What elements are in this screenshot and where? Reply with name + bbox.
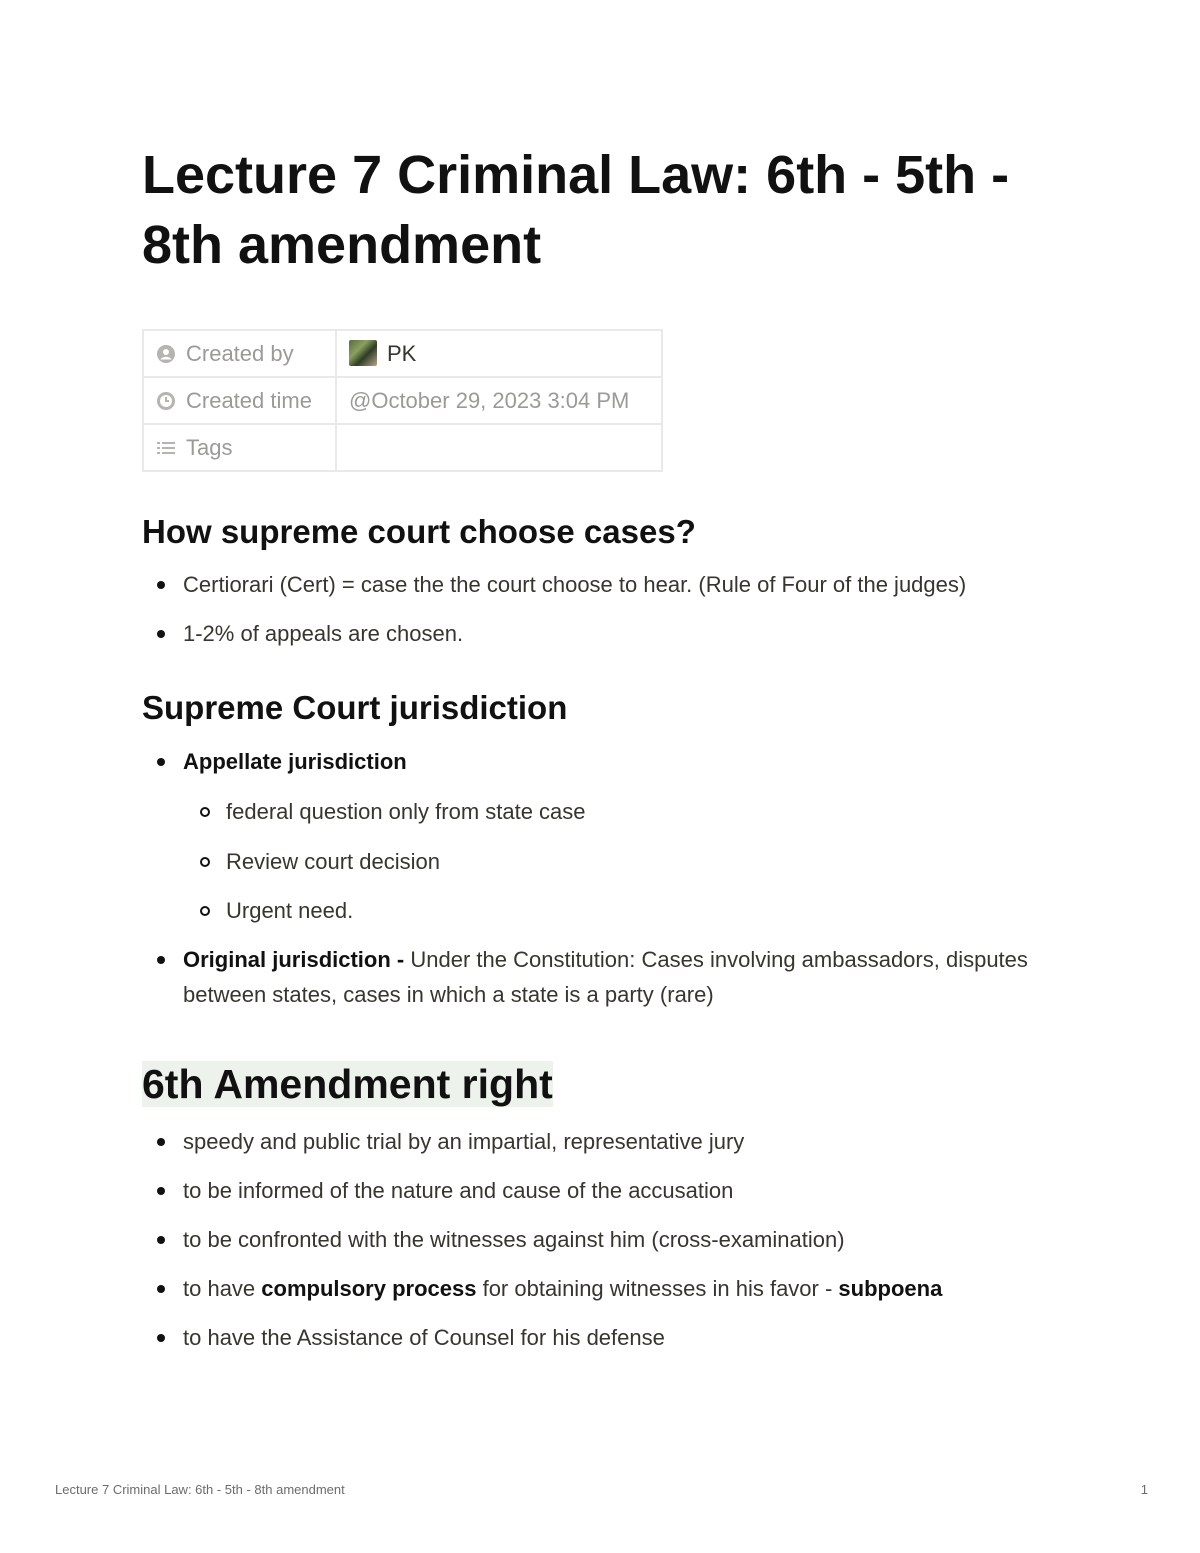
property-row-created-time [143, 377, 662, 424]
jurisdiction-list [142, 744, 1042, 1012]
footer-title: Lecture 7 Criminal Law: 6th - 5th - 8th amendment [55, 1482, 345, 1497]
list-item: Urgent need. [142, 893, 1042, 928]
heading-choose-cases: How supreme court choose cases? [142, 513, 696, 550]
property-row-created-by [143, 330, 662, 377]
list-icon [156, 438, 176, 458]
list-item-appellate: Appellate jurisdiction [142, 744, 1042, 779]
created-by-value[interactable]: PK [387, 341, 417, 366]
property-key: Tags [143, 424, 336, 471]
sixth-amendment-list [142, 1124, 1042, 1355]
list-item-original: Original jurisdiction - Under the Constitution: Cases involving ambassadors, disputes between states, cases in which a state is a party (rare) [142, 942, 1042, 1012]
heading-jurisdiction: Supreme Court jurisdiction [142, 689, 568, 726]
property-value [336, 330, 662, 377]
clock-icon [156, 391, 176, 411]
page-title: Lecture 7 Criminal Law: 6th - 5th - 8th amendment [142, 145, 1010, 275]
list-item: to have the Assistance of Counsel for his defense [142, 1320, 1042, 1355]
created-time-value[interactable]: @October 29, 2023 3:04 PM [336, 377, 662, 424]
list-item: speedy and public trial by an impartial, representative jury [142, 1124, 1042, 1159]
user-icon [156, 344, 176, 364]
list-item-compulsory: to have compulsory process for obtaining witnesses in his favor - subpoena [142, 1271, 1042, 1306]
list-item: to be informed of the nature and cause of the accusation [142, 1173, 1042, 1208]
property-row-tags [143, 424, 662, 471]
list-item: 1-2% of appeals are chosen. [142, 616, 1042, 651]
list-item: federal question only from state case [142, 794, 1042, 829]
heading-sixth-amendment: 6th Amendment right [142, 1061, 553, 1107]
list-item: Review court decision [142, 844, 1042, 879]
list-item: Certiorari (Cert) = case the the court choose to hear. (Rule of Four of the judges) [142, 567, 1042, 602]
tags-value[interactable] [336, 424, 662, 471]
property-key: Created by [143, 330, 336, 377]
avatar [349, 340, 377, 366]
property-key: Created time [143, 377, 336, 424]
cases-list [142, 567, 1042, 651]
page-footer [55, 1482, 1148, 1497]
properties-table [142, 329, 663, 472]
page-number: 1 [1140, 1482, 1148, 1497]
list-item: to be confronted with the witnesses against him (cross-examination) [142, 1222, 1042, 1257]
